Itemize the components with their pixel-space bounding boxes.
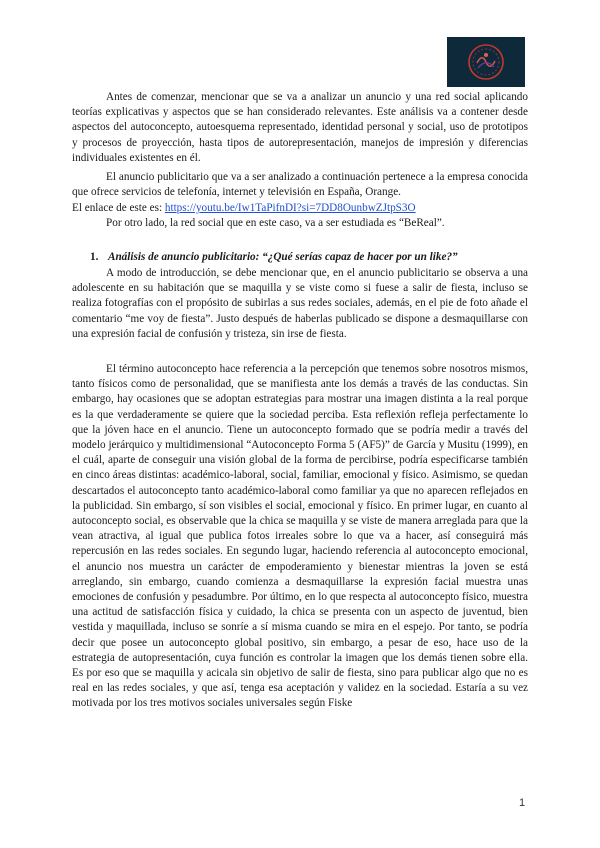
section-title: Análisis de anuncio publicitario: “¿Qué serías capaz de hacer por un like?”: [108, 251, 458, 263]
social-network-paragraph: Por otro lado, la red social que en este caso, va a ser estudiada es “BeReal”.: [106, 217, 445, 229]
introduction-paragraph: A modo de introducción, se debe mencionar que, en el anuncio publicitario se observa a una adolescente en su habitación que se maquilla y se viste como si fuese a salir de fiesta, incluso se realiza fotografías con el propósito de subirlas a sus redes sociales, además, en el pie de foto añade el comentario “me voy de fiesta”. Justo después de haberlas publicado se dispone a desmaquillarse con una expresión facial de confusión y tristeza, sin irse de fiesta.: [72, 267, 528, 340]
section-heading: [72, 250, 528, 265]
logo-image: [447, 37, 525, 87]
ad-link-label: El enlace de este es:: [72, 202, 165, 214]
circular-seal-logo-icon: [447, 37, 525, 87]
autoconcept-paragraph: El término autoconcepto hace referencia a la percepción que tenemos sobre nosotros mismos, tanto físicos como de personalidad, que se manifiesta ante los demás a través de las conductas. Sin embargo, hay ocasiones que se adoptan estrategias para mostrar una imagen distinta a la real porque es la que verdaderamente se quiere que la sociedad perciba. Esta reflexión refleja perfectamente lo que la jóven hace en el anuncio. Tiene un autoconcepto formado que se podría medir a través del modelo jerárquico y multidimensional “Autoconcepto Forma 5 (AF5)” de García y Musitu (1999), en el cuál, aparte de conseguir una visión global de la forma de percibirse, podría especificarse también en cinco áreas distintas: académico-laboral, social, familiar, emocional y físico. Asimismo, se quedan descartados el autoconcepto tanto académico-laboral como familiar ya que no aparecen reflejados en la publicidad. Sin embargo, sí son visibles el social, emocional y físico. En primer lugar, en cuanto al autoconcepto social, es observable que la chica se maquilla y se viste de manera arreglada para que la vean atractiva, al igual que publica fotos irreales sobre lo que va a hacer, así conseguirá más repercusión en las redes sociales. En segundo lugar, haciendo referencia al autoconcepto emocional, el anuncio nos muestra un carácter de empoderamiento y bienestar mientras la joven se está arreglando, sin embargo, cuando comienza a desmaquillarse la expresión facial muestra unas emociones de confusión y pesadumbre. Por último, en lo que respecta al autoconcepto físico, muestra una actitud de satisfacción física y cuidado, la chica se presenta con un aspecto de juventud, bien vestida y maquillada, incluso se sonríe a sí misma cuando se mira en el espejo. Por tanto, se podría decir que posee un autoconcepto global positivo, sin embargo, a pesar de eso, hace uso de la estrategia de autopresentación, cuya función es controlar la imagen que los demás tienen sobre ella. Es por eso que se maquilla y acicala sin objetivo de salir de fiesta, sino para publicar algo que no es real en las redes sociales, y que así, tenga esa aceptación y validez en la sociedad. Estaría a su vez motivada por los tres motivos sociales universales según Fiske: [72, 363, 528, 710]
section-number: 1.: [90, 251, 99, 263]
page-number: 1: [519, 797, 526, 809]
ad-link-paragraph: [72, 201, 528, 216]
ad-company-paragraph: El anuncio publicitario que va a ser analizado a continuación pertenece a la empresa conocida que ofrece servicios de telefonía, internet y televisión en España, Orange.: [72, 171, 528, 199]
intro-paragraph: Antes de comenzar, mencionar que se va a analizar un anuncio y una red social aplicando teorías explicativas y aspectos que se han considerado relevantes. Este análisis va a contener desde aspectos del autoconcepto, autoesquema representado, identidad personal y social, uso de prototipos y procesos de proyección, hasta tipos de autorepresentación, manejos de impresión y diferencias individuales existentes en él.: [72, 91, 528, 164]
ad-video-link[interactable]: https://youtu.be/Iw1TaPifnDI?si=7DD8OunbwZJtpS3O: [164, 202, 416, 214]
